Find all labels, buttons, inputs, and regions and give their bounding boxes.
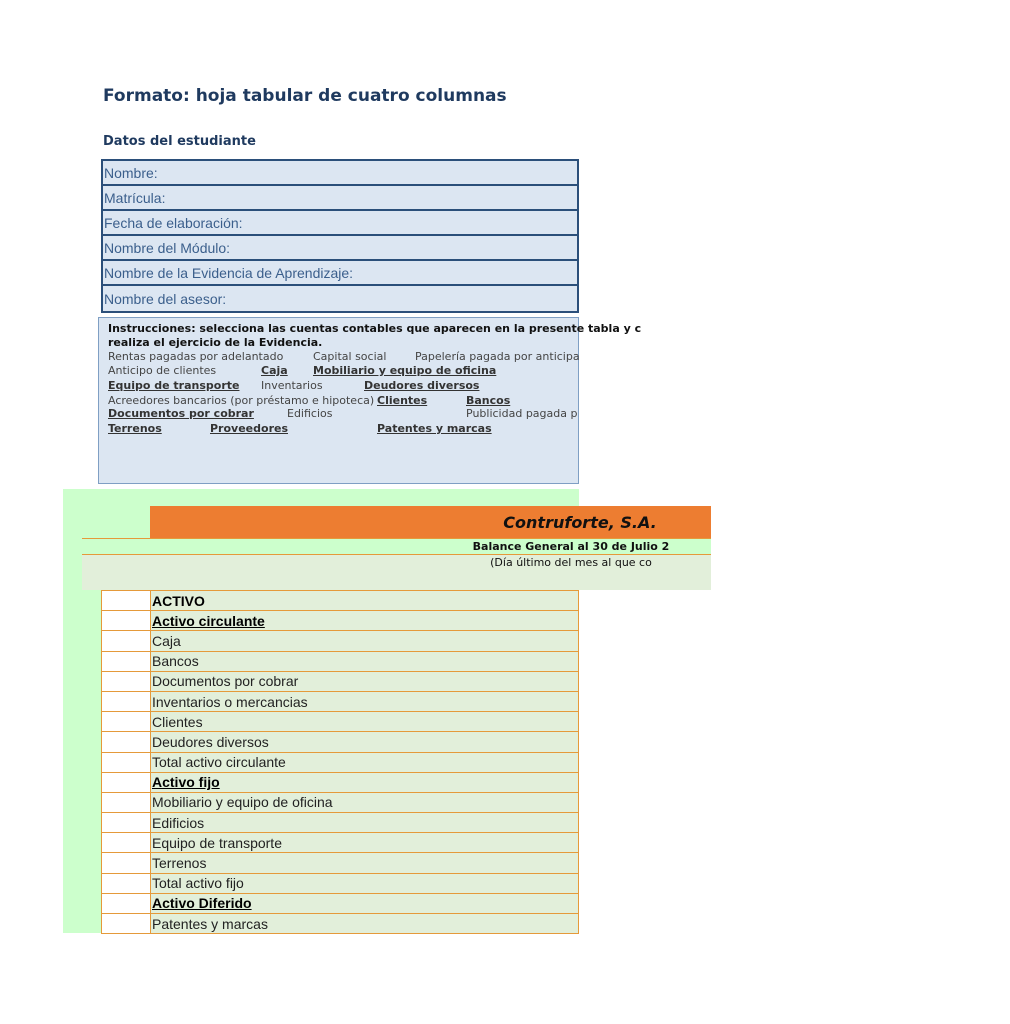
table-row	[102, 611, 579, 631]
table-row	[102, 833, 579, 853]
row-label[interactable]: ACTIVO	[151, 591, 579, 611]
row-index-cell[interactable]	[102, 893, 151, 913]
table-row	[102, 752, 579, 772]
instructions-box	[98, 317, 642, 484]
row-label[interactable]: Terrenos	[151, 853, 579, 873]
row-index-cell[interactable]	[102, 792, 151, 812]
row-label[interactable]: Equipo de transporte	[151, 833, 579, 853]
table-row	[102, 873, 579, 893]
account-item: Rentas pagadas por adelantado	[108, 350, 284, 363]
row-index-cell[interactable]	[102, 853, 151, 873]
table-row	[102, 853, 579, 873]
instructions-line-2: realiza el ejercicio de la Evidencia.	[108, 336, 323, 349]
field-matricula[interactable]: Matrícula:	[103, 186, 577, 211]
account-item: Equipo de transporte	[108, 379, 240, 392]
account-item: Bancos	[466, 394, 511, 407]
table-row	[102, 813, 579, 833]
account-item: Caja	[261, 364, 288, 377]
balance-table	[101, 590, 579, 934]
account-item: Clientes	[377, 394, 428, 407]
account-item: Terrenos	[108, 422, 162, 435]
row-label[interactable]: Mobiliario y equipo de oficina	[151, 792, 579, 812]
row-label[interactable]: Activo Diferido	[151, 893, 579, 913]
account-item: Acreedores bancarios (por préstamo e hipoteca)	[108, 394, 375, 407]
account-item: Proveedores	[210, 422, 288, 435]
row-label[interactable]: Clientes	[151, 712, 579, 732]
note-cell	[82, 555, 652, 573]
company-name: Contruforte, S.A.	[503, 513, 657, 532]
row-label[interactable]: Documentos por cobrar	[151, 671, 579, 691]
row-index-cell[interactable]	[102, 772, 151, 792]
row-label[interactable]: Total activo circulante	[151, 752, 579, 772]
student-data-table	[101, 159, 579, 313]
row-index-cell[interactable]	[102, 651, 151, 671]
row-index-cell[interactable]	[102, 873, 151, 893]
table-row	[102, 772, 579, 792]
table-row	[102, 691, 579, 711]
table-row	[102, 893, 579, 913]
instructions-line-1: Instrucciones: selecciona las cuentas contables que aparecen en la presente tabla y c	[108, 322, 642, 335]
field-nombre-modulo[interactable]: Nombre del Módulo:	[103, 236, 577, 261]
account-item: Publicidad pagada p	[466, 407, 578, 420]
table-row	[102, 914, 579, 934]
row-label[interactable]: Bancos	[151, 651, 579, 671]
field-nombre-asesor[interactable]: Nombre del asesor:	[104, 290, 227, 307]
field-nombre[interactable]: Nombre:	[103, 161, 577, 186]
row-index-cell[interactable]	[102, 611, 151, 631]
row-index-cell[interactable]	[102, 833, 151, 853]
row-label[interactable]: Patentes y marcas	[151, 914, 579, 934]
row-index-cell[interactable]	[102, 712, 151, 732]
table-row	[102, 732, 579, 752]
row-index-cell[interactable]	[102, 732, 151, 752]
field-fecha-elaboracion[interactable]: Fecha de elaboración:	[103, 211, 577, 236]
statement-title: Balance General al 30 de Julio 2	[472, 540, 670, 553]
account-item: Capital social	[313, 350, 387, 363]
row-index-cell[interactable]	[102, 813, 151, 833]
table-row	[102, 591, 579, 611]
row-label[interactable]: Activo fijo	[151, 772, 579, 792]
account-item: Deudores diversos	[364, 379, 480, 392]
row-label[interactable]: Total activo fijo	[151, 873, 579, 893]
table-row	[102, 712, 579, 732]
account-item: Edificios	[287, 407, 333, 420]
table-row	[102, 792, 579, 812]
row-label[interactable]: Inventarios o mercancias	[151, 691, 579, 711]
row-index-cell[interactable]	[102, 591, 151, 611]
page-title: Formato: hoja tabular de cuatro columnas	[103, 86, 507, 106]
student-section-heading: Datos del estudiante	[103, 134, 256, 149]
field-nombre-evidencia[interactable]: Nombre de la Evidencia de Aprendizaje:	[103, 261, 577, 286]
instructions-text	[108, 322, 642, 350]
table-row	[102, 651, 579, 671]
account-item: Anticipo de clientes	[108, 364, 217, 377]
row-index-cell[interactable]	[102, 631, 151, 651]
account-item: Documentos por cobrar	[108, 407, 254, 420]
statement-note: (Día último del mes al que co	[490, 556, 652, 569]
row-index-cell[interactable]	[102, 691, 151, 711]
table-row	[102, 631, 579, 651]
row-index-cell[interactable]	[102, 671, 151, 691]
account-item: Patentes y marcas	[377, 422, 492, 435]
row-label[interactable]: Deudores diversos	[151, 732, 579, 752]
company-name-cell	[150, 506, 657, 539]
row-label[interactable]: Edificios	[151, 813, 579, 833]
row-index-cell[interactable]	[102, 914, 151, 934]
row-index-cell[interactable]	[102, 752, 151, 772]
table-row	[102, 671, 579, 691]
row-label[interactable]: Activo circulante	[151, 611, 579, 631]
statement-cell	[82, 539, 670, 554]
account-item: Mobiliario y equipo de oficina	[313, 364, 497, 377]
account-item: Papelería pagada por anticipa	[415, 350, 580, 363]
row-label[interactable]: Caja	[151, 631, 579, 651]
account-item: Inventarios	[261, 379, 323, 392]
